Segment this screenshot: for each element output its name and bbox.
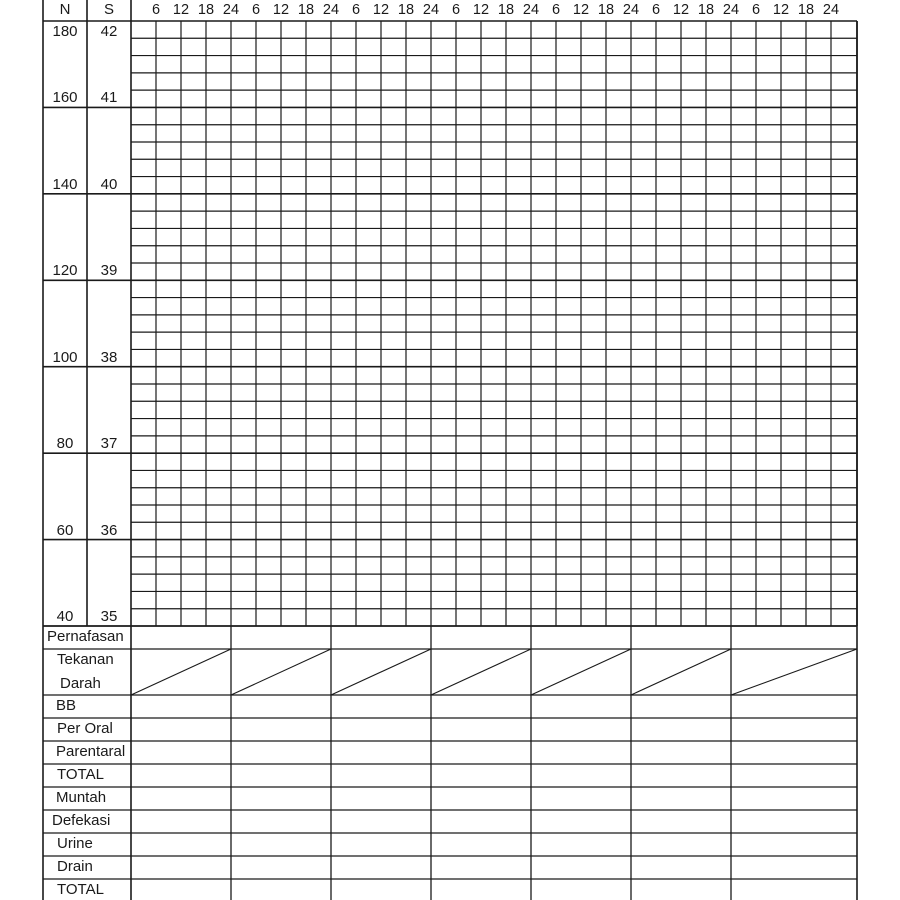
time-tick-6: 6 [251, 2, 261, 18]
scale-s-38: 38 [100, 348, 118, 366]
bb-label: BB [56, 697, 77, 714]
scale-n-140: 140 [52, 175, 78, 193]
scale-n-60: 60 [56, 521, 74, 539]
time-tick-12: 12 [372, 2, 390, 18]
scale-n-160: 160 [52, 89, 78, 107]
scale-n-120: 120 [52, 262, 78, 280]
blood-pressure-diagonal [131, 649, 231, 695]
blood-pressure-diagonal [431, 649, 531, 695]
blood-pressure-diagonal [631, 649, 731, 695]
per-oral-label: Per Oral [57, 720, 113, 737]
pernafasan-label: Pernafasan [47, 628, 124, 645]
time-tick-18: 18 [697, 2, 715, 18]
time-tick-12: 12 [572, 2, 590, 18]
time-tick-24: 24 [622, 2, 640, 18]
time-tick-18: 18 [397, 2, 415, 18]
time-tick-24: 24 [722, 2, 740, 18]
defekasi-label: Defekasi [52, 812, 111, 829]
time-tick-18: 18 [497, 2, 515, 18]
time-tick-18: 18 [597, 2, 615, 18]
darah-label: Darah [60, 675, 101, 692]
time-tick-6: 6 [751, 2, 761, 18]
header-s: S [103, 1, 114, 18]
scale-s-39: 39 [100, 262, 118, 280]
scale-s-42: 42 [100, 23, 118, 40]
time-tick-24: 24 [222, 2, 240, 18]
urine-label: Urine [57, 835, 93, 852]
blood-pressure-diagonal [331, 649, 431, 695]
total-output-label: TOTAL [57, 881, 104, 898]
time-tick-18: 18 [197, 2, 215, 18]
time-tick-24: 24 [822, 2, 840, 18]
time-tick-6: 6 [651, 2, 661, 18]
time-tick-24: 24 [322, 2, 340, 18]
tekanan-label: Tekanan [57, 651, 114, 668]
time-tick-12: 12 [772, 2, 790, 18]
blood-pressure-diagonal [531, 649, 631, 695]
scale-s-37: 37 [100, 435, 118, 453]
header-n: N [59, 1, 71, 18]
scale-s-41: 41 [100, 89, 118, 107]
scale-s-36: 36 [100, 521, 118, 539]
time-tick-24: 24 [422, 2, 440, 18]
time-tick-12: 12 [172, 2, 190, 18]
blood-pressure-diagonal [731, 649, 857, 695]
time-tick-24: 24 [522, 2, 540, 18]
blood-pressure-diagonal [231, 649, 331, 695]
time-tick-18: 18 [797, 2, 815, 18]
scale-n-100: 100 [52, 348, 78, 366]
time-tick-12: 12 [672, 2, 690, 18]
scale-n-40: 40 [56, 608, 74, 625]
time-tick-6: 6 [451, 2, 461, 18]
time-tick-6: 6 [151, 2, 161, 18]
time-tick-12: 12 [272, 2, 290, 18]
total-intake-label: TOTAL [57, 766, 104, 783]
scale-n-80: 80 [56, 435, 74, 453]
time-tick-6: 6 [351, 2, 361, 18]
time-tick-6: 6 [551, 2, 561, 18]
drain-label: Drain [57, 858, 93, 875]
scale-n-180: 180 [52, 23, 78, 40]
parentaral-label: Parentaral [56, 743, 126, 760]
scale-s-40: 40 [100, 175, 118, 193]
time-tick-18: 18 [297, 2, 315, 18]
scale-s-35: 35 [100, 608, 118, 625]
muntah-label: Muntah [56, 789, 107, 806]
time-tick-12: 12 [472, 2, 490, 18]
